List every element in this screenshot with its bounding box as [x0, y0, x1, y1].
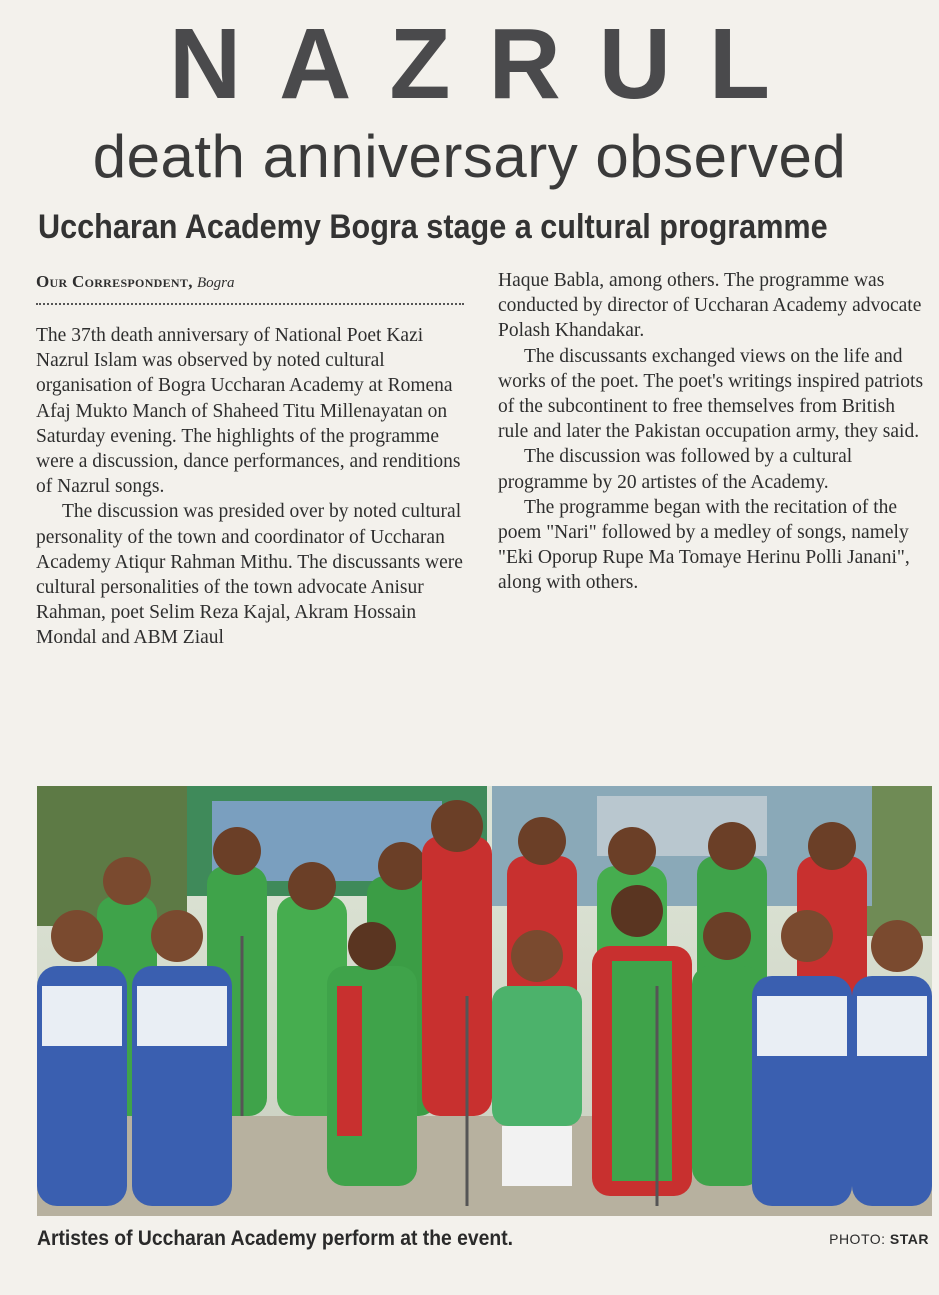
- byline: [36, 268, 468, 297]
- subheadline: Uccharan Academy Bogra stage a cultural programme: [38, 208, 828, 246]
- photo-credit: [829, 1228, 929, 1250]
- paragraph: The 37th death anniversary of National Poet Kazi Nazrul Islam was observed by noted cultural organisation of Bogra Uccharan Academy at Romena Afaj Mukto Manch of Shaheed Titu Millenayatan on Saturday evening. The highlights of the programme were a discussion, dance performances, and renditions of Nazrul songs.: [36, 325, 461, 498]
- byline-location: Bogra: [197, 275, 235, 291]
- event-photo: [37, 786, 932, 1216]
- byline-correspondent: Our Correspondent,: [36, 272, 193, 291]
- performers-illustration: [37, 786, 932, 1216]
- paragraph: The programme began with the recitation of the poem "Nari" followed by a medley of songs, namely "Eki Oporup Rupe Ma Tomaye Herinu Polli Janani", along with others.: [498, 496, 910, 594]
- photo-credit-source: STAR: [889, 1231, 929, 1247]
- paragraph: The discussion was followed by a cultural programme by 20 artistes of the Academy.: [498, 446, 853, 493]
- article-column-left: [36, 268, 468, 651]
- paragraph: The discussants exchanged views on the life and works of the poet. The poet's writings inspired patriots of the subcontinent to free themselves from British rule and later the Pakistan occupation army, they said.: [498, 345, 924, 443]
- paragraph: The discussion was presided over by noted cultural personality of the town and coordinator of Uccharan Academy Atiqur Rahman Mithu. The discussants were cultural personalities of the town advocate Anisur Rahman, poet Selim Reza Kajal, Akram Hossain Mondal and ABM Ziaul: [36, 501, 463, 649]
- photo-caption: Artistes of Uccharan Academy perform at the event.: [37, 1227, 513, 1250]
- paragraph: Haque Babla, among others. The programme was conducted by director of Uccharan Academy advocate Polash Khandakar.: [498, 270, 922, 342]
- headline: death anniversary observed: [92, 123, 847, 190]
- dotted-divider: [36, 303, 464, 305]
- photo-credit-label: PHOTO:: [829, 1231, 886, 1247]
- kicker-title: NAZRUL: [168, 8, 809, 120]
- article-column-right: [498, 268, 930, 596]
